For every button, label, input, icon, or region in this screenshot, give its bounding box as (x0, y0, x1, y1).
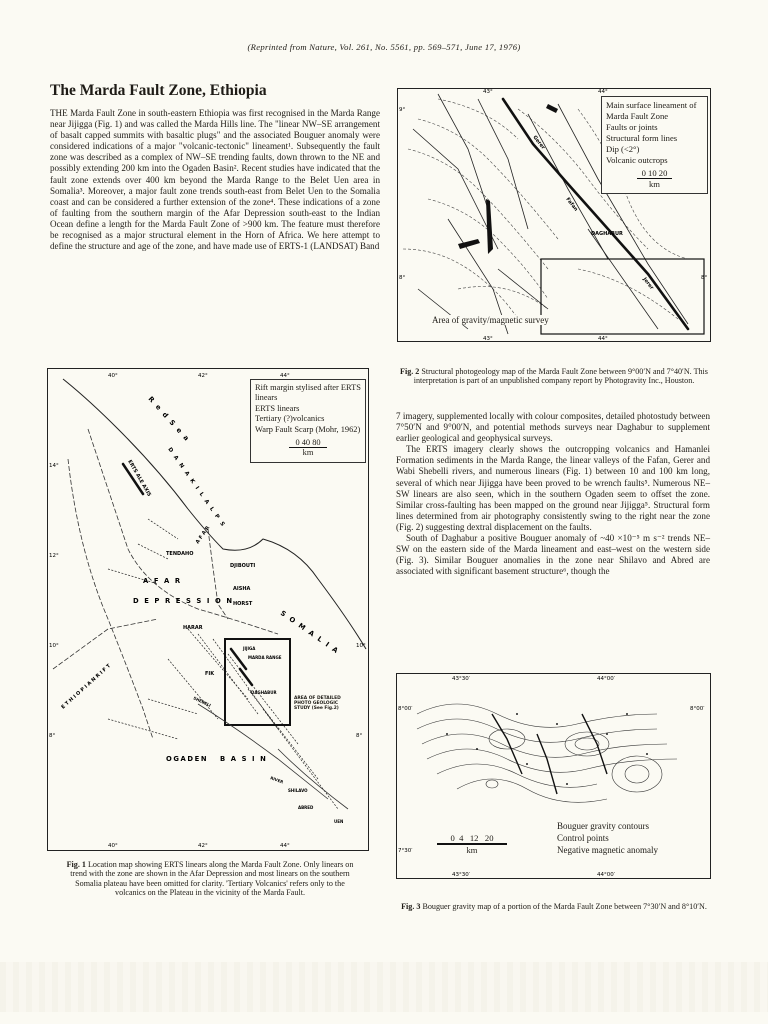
fig1-harar-label: HARAR (183, 625, 203, 631)
fig1-legend-rift-margin: Rift margin stylised after ERTS linears (255, 383, 361, 403)
fig3-scale-unit: km (437, 843, 507, 855)
article-title: The Marda Fault Zone, Ethiopia (50, 82, 267, 99)
fig2-daghabur-label: DAGHABUR (591, 231, 623, 237)
fig1-tick-left-3: 10° (49, 643, 59, 649)
fig3-tick-top-1: 43°30′ (452, 676, 470, 682)
fig1-tick-left-1: 14° (49, 463, 59, 469)
fig1-uen-label: UEN (334, 819, 344, 824)
fig1-daghabur-label: DAGHABUR (251, 690, 277, 695)
fig3-legend (557, 820, 707, 856)
fig1-afar-label: A F A R (143, 577, 182, 585)
fig3-tick-bottom-1: 43°30′ (452, 872, 470, 878)
fig1-tick-left-4: 8° (49, 733, 56, 739)
fig1-ogaden-label: OGADEN (166, 755, 209, 763)
fig1-danakil-label: D A N A K I L A L P S (166, 446, 227, 529)
fig1-river-label: RIVER (269, 775, 285, 785)
right-paragraph-3: South of Daghabur a positive Bouguer anomaly of ~40 ×10⁻⁵ m s⁻² trends NE–SW on the eastern side of the Marda lineament and east–west on the western side (Fig. 3). Similar Bouguer anomalies in the zone near Shilavo and Abred are associated with significant basement structure⁶, though the (396, 533, 710, 577)
fig1-tendaho-label: TENDAHO (166, 551, 194, 557)
fig1-caption (60, 860, 360, 898)
fig1-scale-numbers: 0 40 80 (295, 438, 321, 448)
fig2-tick-bottom-1: 43° (483, 336, 493, 341)
fig3-caption (398, 902, 710, 911)
fig1-marda-label: MARDA RANGE (248, 655, 282, 660)
right-column (396, 411, 710, 577)
fig1-legend (250, 379, 366, 463)
fig1-basin-label: B A S I N (220, 755, 268, 763)
fig1-tick-bottom-2: 42° (198, 843, 208, 849)
fig3-tick-left-1: 8°00′ (398, 706, 413, 712)
fig2-legend-dip: Dip (<2°) (606, 144, 640, 154)
right-paragraph-2: The ERTS imagery clearly shows the outcropping volcanics and Hamanlei Formation sediments in the Marda Range, the linear valleys of the Fafan, Gerer and Wabi Shebelli rivers, and numerous linears (Fig. 1) between 10 and 100 km long, several of which near Jijigga have been proved to be wrench faults⁵. Numerous NE–SW linears are also seen, which in the southern Ogaden seem to offset the zone. Similar cross-faulting has been mapped on the ground near Jijigga⁵. Structural form lines determined from air photography consistently swing to the right near the zone (Fig. 2) suggesting dextral displacement on the faults. (396, 444, 710, 532)
fig1-legend-warp-fault: Warp Fault Scarp (Mohr, 1962) (255, 424, 361, 434)
fig3-caption-text: Bouguer gravity map of a portion of the Marda Fault Zone between 7°30′N and 8°10′N. (422, 902, 707, 911)
fig1-somalia-label: S O M A L I A (278, 609, 341, 656)
fig3-legend-control-points: Control points (557, 833, 609, 843)
fig1-caption-text: Location map showing ERTS linears along the Marda Fault Zone. Only linears on trend with the zone are shown in the Afar Depression and most linears on the southern Somalia plateau have been omitted for clarity. 'Tertiary Volcanics' refers only to the volcanics on the Plateau in the vicinity of the Marda Fault. (70, 860, 354, 898)
fig1-scale-unit: km (289, 447, 328, 457)
fig2-legend-form-lines: Structural form lines (606, 133, 678, 143)
fig1-tick-right-2: 8° (356, 733, 363, 739)
fig1-red-sea-label: R e d S e a (146, 394, 192, 444)
fig2-caption-text: Structural photogeology map of the Marda Fault Zone between 9°00′N and 7°40′N. This interpretation is part of an unpublished company report by Photogravity Inc., Houston. (413, 367, 708, 386)
fig2-legend-faults: Faults or joints (606, 122, 658, 132)
figure-1-map (47, 368, 369, 851)
fig3-scale-numbers: 0 4 12 20 (450, 833, 494, 843)
fig3-tick-right-1: 8°00′ (690, 706, 705, 712)
fig1-aisha-label: AISHA (233, 586, 251, 592)
fig3-legend-magnetic: Negative magnetic anomaly (557, 845, 658, 855)
left-column (50, 108, 380, 252)
fig1-detail-label: AREA OF DETAILED PHOTO GEOLOGIC STUDY (See Fig.2) (294, 696, 341, 711)
fig1-depression-label: D E P R E S S I O N (133, 597, 234, 605)
fig1-tick-bottom-3: 44° (280, 843, 290, 849)
fig1-jijiga-label: JIJIGA (243, 646, 256, 651)
fig1-tick-top-2: 42° (198, 373, 208, 379)
fig2-scale-unit: km (637, 178, 672, 189)
reprint-header: (Reprinted from Nature, Vol. 261, No. 5561, pp. 569–571, June 17, 1976) (247, 42, 521, 52)
fig1-caption-label: Fig. 1 (66, 860, 86, 869)
fig3-tick-top-2: 44°00′ (597, 676, 615, 682)
figure-2-map (397, 88, 711, 342)
fig3-scale (437, 833, 507, 855)
fig2-river-gerer: Gerer (531, 134, 546, 151)
fig1-tick-left-2: 12° (49, 553, 59, 559)
fig2-tick-top-1: 43° (483, 89, 493, 95)
fig1-tick-bottom-1: 40° (108, 843, 118, 849)
fig2-tick-bottom-2: 44° (598, 336, 608, 341)
right-paragraph-1: 7 imagery, supplemented locally with colour composites, detailed photostudy between 7°50′N and 9°00′N, and potential methods surveys near Daghabur to supplement earlier geological and geophysical surveys. (396, 411, 710, 444)
intro-paragraph: THE Marda Fault Zone in south-eastern Ethiopia was first recognised in the Marda Range near Jijigga (Fig. 1) and was called the Marda Hills line. The "linear NW–SE arrangement of basalt capped summits with basaltic plugs" and the associated Bouguer anomaly were considered indications of a major "volcanic-tectonic" lineament¹. Subsequently the fault zone was described as a complex of NW–SE trending faults, down thrown to the NE and possibly extending 200 km into the Ogaden Basin². Recent studies have indicated that the fault zone extends over 400 km beyond the Marda Range to the Belet Uen area in Somalia³. Moreover, a major fault zone trends south-east from Belet Uen to the Somalia coast and can be considered a further extension of the zone⁴. These indications of a zone of faulting from the southern margin of the Afar Depression south-east to the Indian Ocean define a length for the Marda Fault Zone of >900 km. The feature must therefore be recognised as a major structural element in the Horn of Africa. We here attempt to define the structure and age of the zone, and have made use of ERTS-1 (LANDSAT) Band (50, 108, 380, 252)
fig1-legend-volcanics: Tertiary (?)volcanics (255, 414, 325, 424)
fig2-tick-top-2: 44° (598, 89, 608, 95)
fig1-afar-vertical-label: A F A R (194, 525, 212, 546)
fig1-shebeli-label: SHEBELI (192, 695, 212, 708)
fig1-tick-top-1: 40° (108, 373, 118, 379)
fig1-djibouti-label: DJIBOUTI (230, 563, 256, 569)
fig2-tick-left-2: 8° (399, 275, 406, 281)
fig2-scale (606, 168, 703, 190)
fig2-area-label: Area of gravity/magnetic survey (432, 315, 562, 325)
page-bottom-noise (0, 962, 768, 1012)
fig1-abred-label: ABRED (298, 805, 314, 810)
fig2-legend (601, 96, 708, 194)
fig2-river-jerer: Jerer (641, 276, 655, 291)
fig2-river-fafan: Fafan (564, 196, 579, 213)
fig2-legend-main-lineament: Main surface lineament of Marda Fault Zone (606, 100, 697, 121)
fig3-tick-left-2: 7°30′ (398, 848, 413, 854)
fig2-tick-right-2: 8° (701, 275, 708, 281)
fig1-legend-erts-linears: ERTS linears (255, 403, 300, 413)
fig2-scale-numbers: 0 10 20 (641, 168, 668, 178)
fig1-tick-right-1: 10° (356, 643, 366, 649)
figure-3-map (396, 673, 711, 879)
fig1-erts-ale-label: ERTS ALE AXIS (126, 459, 153, 498)
fig3-legend-contours: Bouguer gravity contours (557, 821, 649, 831)
fig1-horst-label: HORST (233, 601, 253, 607)
fig1-scale (255, 438, 361, 459)
fig2-caption (398, 367, 710, 386)
fig2-tick-left-1: 9° (399, 107, 406, 113)
fig1-rift-label: E T H I O P I A N R I F T (60, 663, 113, 711)
fig2-legend-volcanic: Volcanic outcrops (606, 155, 668, 165)
fig1-shilavo-label: SHILAVO (288, 788, 308, 793)
fig3-tick-bottom-2: 44°00′ (597, 872, 615, 878)
fig2-caption-label: Fig. 2 (400, 367, 420, 376)
fig1-fik-label: FIK (205, 671, 215, 677)
fig3-caption-label: Fig. 3 (401, 902, 421, 911)
fig1-tick-top-3: 44° (280, 373, 290, 379)
